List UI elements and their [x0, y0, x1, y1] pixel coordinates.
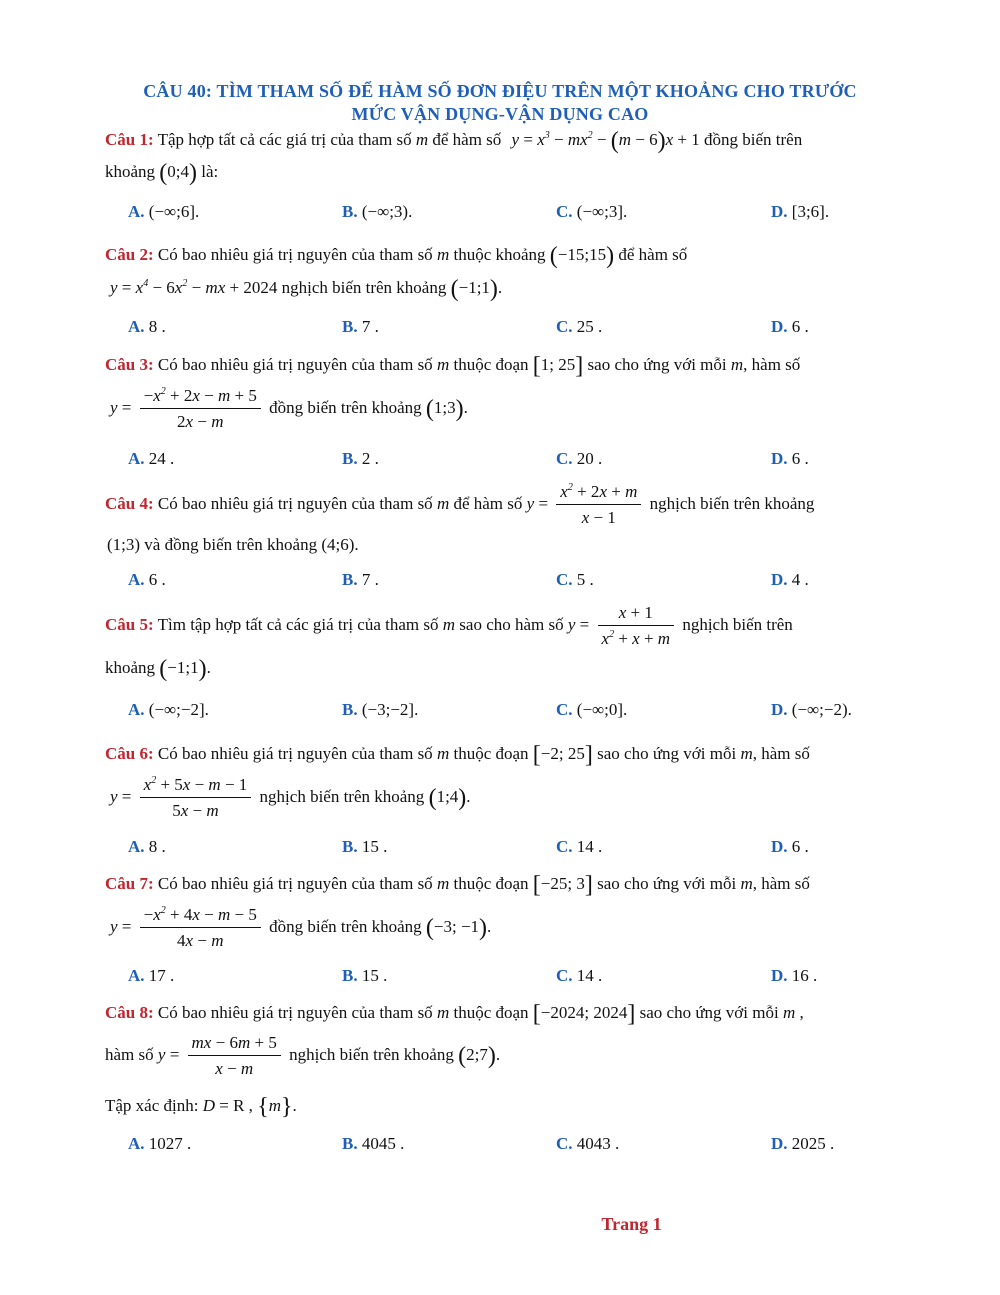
- question-8-cont: hàm số y = $\frac{mx - 6m + 5}{x - m}$ nghịch biến trên khoảng (2;7).: [105, 1033, 501, 1078]
- option-c[interactable]: C. 4043 .: [556, 1134, 620, 1153]
- page-subtitle: MỨC VẬN DỤNG-VẬN DỤNG CAO: [351, 104, 649, 124]
- option-a[interactable]: A. 6 .: [128, 570, 166, 589]
- option-c[interactable]: C. 14 .: [556, 966, 603, 985]
- option-c[interactable]: C. 14 .: [556, 837, 603, 856]
- question-text: đồng biến trên: [704, 130, 803, 149]
- question-5: Câu 5: Tìm tập hợp tất cả các giá trị của tham số m sao cho hàm số y = $\frac{x + 1}{x^2 + x + m}$ nghịch biến trên: [105, 603, 793, 648]
- option-c[interactable]: C. 20 .: [556, 449, 603, 468]
- question-text: , hàm số: [752, 744, 810, 763]
- option-d[interactable]: D. 4 .: [771, 570, 809, 589]
- option-b[interactable]: B. 4045 .: [342, 1134, 405, 1153]
- question-text: Tập hợp tất cả các giá trị của tham số: [157, 130, 412, 149]
- question-text: đồng biến trên khoảng: [269, 916, 422, 936]
- question-text: thuộc đoạn: [453, 1003, 529, 1022]
- question-text: thuộc đoạn: [453, 874, 529, 893]
- question-text: Tập xác định:: [105, 1096, 199, 1115]
- question-text: Có bao nhiêu giá trị nguyên của tham số: [157, 874, 433, 893]
- option-a[interactable]: A. 8 .: [128, 317, 166, 336]
- question-3: Câu 3: Có bao nhiêu giá trị nguyên của tham số m thuộc đoạn [1; 25] sao cho ứng với mỗi m, hàm số: [105, 353, 801, 379]
- question-text: để hàm số: [618, 245, 688, 264]
- question-text: sao cho ứng với mỗi: [587, 355, 727, 374]
- question-7: Câu 7: Có bao nhiêu giá trị nguyên của tham số m thuộc đoạn [−25; 3] sao cho ứng với mỗi m, hàm số: [105, 872, 810, 898]
- question-text: khoảng: [105, 162, 156, 181]
- option-b[interactable]: B. 2 .: [342, 449, 379, 468]
- question-text: sao cho ứng với mỗi: [597, 874, 737, 893]
- question-label: Câu 4:: [105, 493, 154, 513]
- option-d[interactable]: D. 6 .: [771, 837, 809, 856]
- question-6-cont: y = $\frac{x^2 + 5x - m - 1}{5x - m}$ nghịch biến trên khoảng (1;4).: [110, 775, 471, 820]
- question-text: nghịch biến trên khoảng: [289, 1044, 454, 1064]
- option-d[interactable]: D. 6 .: [771, 449, 809, 468]
- option-b[interactable]: B. 15 .: [342, 966, 388, 985]
- option-d[interactable]: D. 2025 .: [771, 1134, 835, 1153]
- option-c[interactable]: C. (−∞;3].: [556, 202, 628, 221]
- question-2: Câu 2: Có bao nhiêu giá trị nguyên của tham số m thuộc khoảng (−15;15) để hàm số: [105, 243, 688, 269]
- option-a[interactable]: A. 1027 .: [128, 1134, 192, 1153]
- question-text: , hàm số: [752, 874, 810, 893]
- question-label: Câu 2:: [105, 245, 154, 264]
- question-label: Câu 7:: [105, 874, 154, 893]
- question-8-domain: Tập xác định: D = R , {m}.: [105, 1094, 297, 1120]
- option-b[interactable]: B. 7 .: [342, 570, 379, 589]
- question-6: Câu 6: Có bao nhiêu giá trị nguyên của tham số m thuộc đoạn [−2; 25] sao cho ứng với mỗi m, hàm số: [105, 742, 810, 768]
- option-d[interactable]: D. [3;6].: [771, 202, 830, 221]
- question-4-cont: (1;3) và đồng biến trên khoảng (4;6).: [107, 535, 359, 554]
- question-text: nghịch biến trên khoảng: [259, 786, 425, 806]
- option-a[interactable]: A. 24 .: [128, 449, 175, 468]
- question-label: Câu 6:: [105, 744, 154, 763]
- question-text: và đồng biến trên khoảng: [144, 535, 318, 554]
- page-number: Trang 1: [601, 1214, 662, 1234]
- option-c[interactable]: C. 5 .: [556, 570, 594, 589]
- question-text: khoảng: [105, 658, 156, 677]
- question-text: để hàm số: [432, 130, 502, 149]
- question-3-cont: y = $\frac{-x^2 + 2x - m + 5}{2x - m}$ đồng biến trên khoảng (1;3).: [110, 386, 468, 431]
- option-a[interactable]: A. (−∞;−2].: [128, 700, 209, 719]
- option-b[interactable]: B. (−∞;3).: [342, 202, 413, 221]
- question-text: , hàm số: [743, 355, 801, 374]
- question-text: Có bao nhiêu giá trị nguyên của tham số: [157, 744, 433, 763]
- question-1: Câu 1: Tập hợp tất cả các giá trị của tham số m để hàm số $y = x^3 - mx^2 - (m - 6)x + 1$ đồng biến trên: [105, 128, 803, 154]
- question-text: sao cho ứng với mỗi: [639, 1003, 779, 1022]
- question-2-cont: $y = x^4 - 6x^2$ − mx + 2024 nghịch biến trên khoảng (−1;1).: [110, 276, 503, 302]
- question-text: Có bao nhiêu giá trị nguyên của tham số: [157, 493, 433, 513]
- option-c[interactable]: C. (−∞;0].: [556, 700, 628, 719]
- question-text: thuộc khoảng: [453, 245, 546, 264]
- question-text: thuộc đoạn: [453, 744, 529, 763]
- question-4: Câu 4: Có bao nhiêu giá trị nguyên của tham số m để hàm số y = $\frac{x^2 + 2x + m}{x - 1}$ nghịch biến trên khoảng: [105, 482, 815, 527]
- question-text: Có bao nhiêu giá trị nguyên của tham số: [157, 245, 433, 264]
- question-text: ,: [799, 1003, 804, 1022]
- option-d[interactable]: D. 16 .: [771, 966, 818, 985]
- question-text: Có bao nhiêu giá trị nguyên của tham số: [157, 355, 433, 374]
- question-label: Câu 5:: [105, 614, 154, 634]
- question-text: sao cho hàm số: [459, 614, 564, 634]
- option-d[interactable]: D. (−∞;−2).: [771, 700, 852, 719]
- question-5-cont: khoảng (−1;1).: [105, 656, 211, 682]
- question-text: nghịch biến trên khoảng: [649, 493, 815, 513]
- question-text: Có bao nhiêu giá trị nguyên của tham số: [157, 1003, 433, 1022]
- option-d[interactable]: D. 6 .: [771, 317, 809, 336]
- option-a[interactable]: A. 17 .: [128, 966, 175, 985]
- question-text: để hàm số: [453, 493, 523, 513]
- question-text: là:: [201, 162, 219, 181]
- question-text: nghịch biến trên: [682, 614, 793, 634]
- question-text: đồng biến trên khoảng: [269, 397, 422, 417]
- option-b[interactable]: B. (−3;−2].: [342, 700, 419, 719]
- option-b[interactable]: B. 7 .: [342, 317, 379, 336]
- question-8: Câu 8: Có bao nhiêu giá trị nguyên của tham số m thuộc đoạn [−2024; 2024] sao cho ứng với mỗi m ,: [105, 1001, 804, 1027]
- option-a[interactable]: A. 8 .: [128, 837, 166, 856]
- question-7-cont: y = $\frac{-x^2 + 4x - m - 5}{4x - m}$ đồng biến trên khoảng (−3; −1).: [110, 905, 492, 950]
- option-c[interactable]: C. 25 .: [556, 317, 603, 336]
- question-text: hàm số: [105, 1044, 154, 1064]
- option-a[interactable]: A. (−∞;6].: [128, 202, 200, 221]
- question-text: sao cho ứng với mỗi: [597, 744, 737, 763]
- question-label: Câu 8:: [105, 1003, 154, 1022]
- page-title: CÂU 40: TÌM THAM SỐ ĐỂ HÀM SỐ ĐƠN ĐIỆU TRÊN MỘT KHOẢNG CHO TRƯỚC: [143, 81, 857, 101]
- question-1-cont: khoảng (0;4) là:: [105, 160, 219, 186]
- question-label: Câu 1:: [105, 130, 154, 149]
- question-text: nghịch biến trên khoảng: [281, 278, 447, 297]
- option-b[interactable]: B. 15 .: [342, 837, 388, 856]
- question-label: Câu 3:: [105, 355, 154, 374]
- question-text: Tìm tập hợp tất cả các giá trị của tham số: [157, 614, 439, 634]
- question-text: thuộc đoạn: [453, 355, 529, 374]
